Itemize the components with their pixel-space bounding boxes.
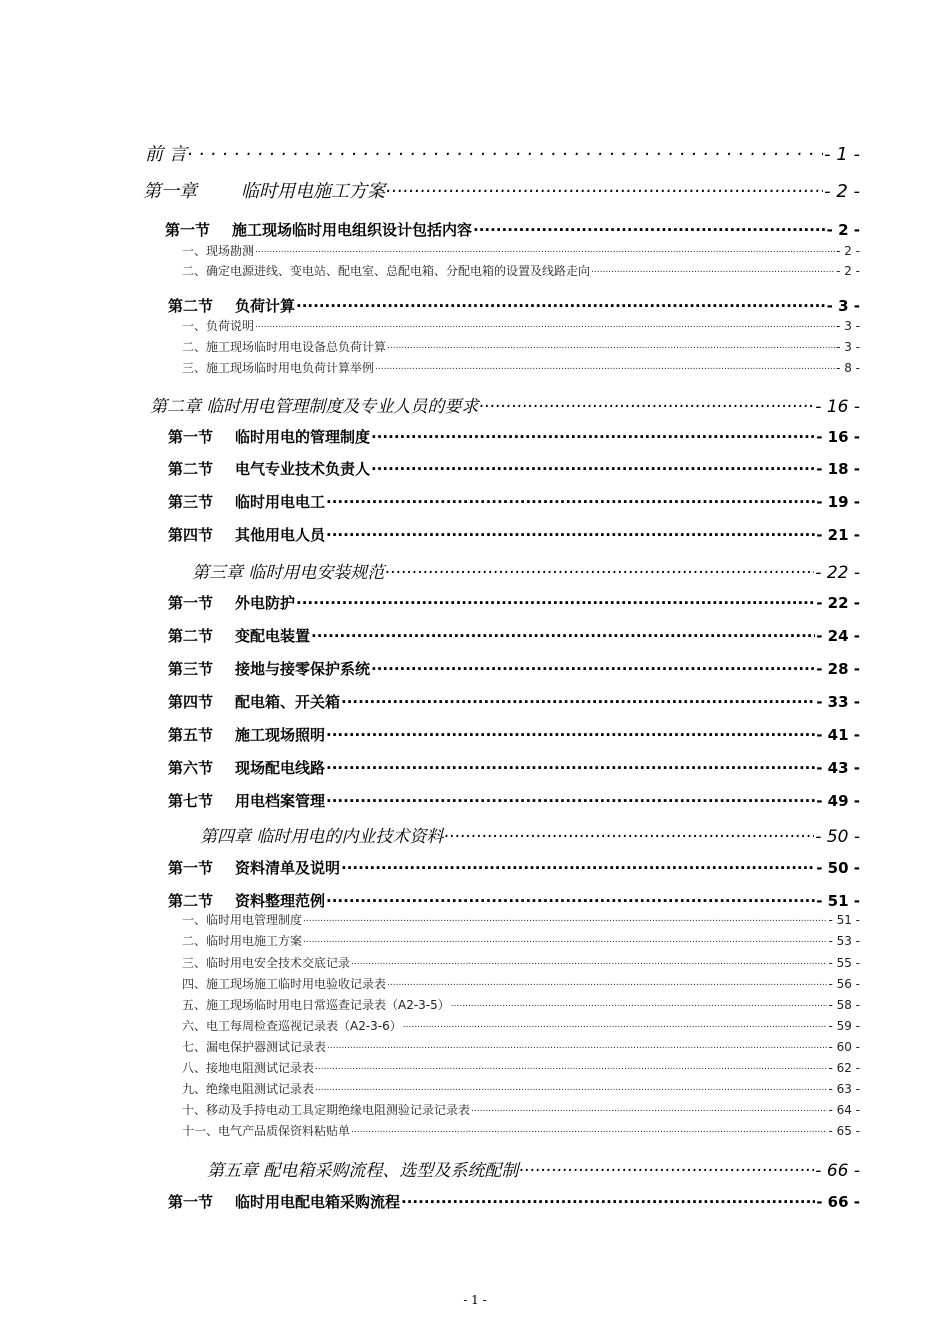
- toc-entry-item[interactable]: [182, 1038, 860, 1055]
- toc-entry-section[interactable]: [168, 457, 860, 479]
- toc-dot-leader: [375, 359, 835, 372]
- toc-entry-item[interactable]: [182, 317, 860, 334]
- toc-entry-chapter[interactable]: [207, 1156, 860, 1181]
- toc-entry-title: 第一节: [168, 593, 214, 612]
- toc-page-number: - 8 -: [836, 361, 860, 376]
- toc-entry-title: 第五章 配电箱采购流程、选型及系统配制: [207, 1161, 519, 1181]
- toc-entry-subtitle: 临时用电电工: [235, 492, 326, 511]
- toc-entry-subtitle: 现场配电线路: [235, 758, 326, 777]
- toc-entry-section[interactable]: [165, 218, 860, 240]
- toc-entry-title: 第五节: [168, 725, 214, 744]
- toc-page-number: - 22 -: [815, 563, 860, 583]
- toc-entry-subtitle: 变配电装置: [235, 626, 311, 645]
- toc-dot-leader: [255, 317, 835, 330]
- toc-entry-section[interactable]: [168, 523, 860, 545]
- toc-page-number: - 2 -: [824, 181, 860, 202]
- toc-dot-leader: [311, 624, 815, 641]
- toc-entry-title: 五、施工现场临时用电日常巡查记录表（A2-3-5）: [182, 998, 450, 1013]
- toc-entry-subtitle: 配电箱、开关箱: [235, 692, 341, 711]
- toc-entry-title: 第二节: [168, 626, 214, 645]
- toc-entry-subtitle: 施工现场临时用电组织设计包括内容: [232, 220, 473, 239]
- toc-entry-item[interactable]: [182, 996, 860, 1013]
- toc-dot-leader: [326, 490, 815, 507]
- toc-entry-title: 六、电工每周检查巡视记录表（A2-3-6）: [182, 1019, 402, 1034]
- toc-dot-leader: [315, 1080, 827, 1093]
- toc-entry-subtitle: 临时用电施工方案: [241, 181, 385, 202]
- toc-dot-leader: [471, 1101, 827, 1114]
- toc-dot-leader: [327, 1038, 827, 1051]
- toc-entry-section[interactable]: [168, 591, 860, 613]
- toc-entry-item[interactable]: [182, 338, 860, 355]
- toc-entry-subtitle: 接地与接零保护系统: [235, 659, 371, 678]
- toc-entry-title: 第四节: [168, 692, 214, 711]
- toc-page-number: - 65 -: [828, 1124, 860, 1139]
- toc-dot-leader: [326, 789, 815, 806]
- toc-entry-chapter1[interactable]: [143, 177, 860, 203]
- toc-page-number: - 60 -: [828, 1040, 860, 1055]
- toc-entry-title: 三、施工现场临时用电负荷计算举例: [182, 361, 375, 376]
- toc-entry-item[interactable]: [182, 1017, 860, 1034]
- toc-entry-item[interactable]: [182, 1059, 860, 1076]
- toc-dot-leader: [519, 1157, 814, 1176]
- toc-dot-leader: [385, 559, 814, 578]
- toc-entry-title: 八、接地电阻测试记录表: [182, 1061, 315, 1076]
- toc-entry-item[interactable]: [182, 262, 860, 279]
- toc-page-number: - 41 -: [816, 725, 860, 744]
- toc-entry-item[interactable]: [182, 1101, 860, 1118]
- toc-entry-section[interactable]: [168, 690, 860, 712]
- toc-dot-leader: [255, 242, 835, 255]
- toc-dot-leader: [296, 294, 826, 311]
- toc-entry-title: 九、绝缘电阻测试记录表: [182, 1082, 315, 1097]
- toc-entry-section[interactable]: [168, 624, 860, 646]
- toc-dot-leader: [326, 523, 815, 540]
- toc-page-number: - 2 -: [826, 220, 860, 239]
- toc-entry-item[interactable]: [182, 359, 860, 376]
- toc-page-number: - 50 -: [815, 827, 860, 847]
- toc-page-number: - 66 -: [815, 1161, 860, 1181]
- toc-entry-item[interactable]: [182, 975, 860, 992]
- toc-page-number: - 33 -: [816, 692, 860, 711]
- toc-dot-leader: [341, 856, 815, 873]
- toc-entry-title: 一、临时用电管理制度: [182, 913, 303, 928]
- toc-page-number: - 21 -: [816, 525, 860, 544]
- toc-entry-section[interactable]: [168, 294, 860, 316]
- toc-page-number: - 64 -: [828, 1103, 860, 1118]
- toc-page-number: - 3 -: [836, 340, 860, 355]
- toc-dot-leader: [451, 996, 828, 1009]
- toc-entry-chapter[interactable]: [150, 392, 860, 417]
- toc-page-number: - 51 -: [828, 913, 860, 928]
- toc-dot-leader: [444, 823, 814, 842]
- toc-entry-chapter[interactable]: [192, 558, 860, 583]
- toc-dot-leader: [371, 457, 815, 474]
- toc-entry-section[interactable]: [168, 723, 860, 745]
- page-footer-number: - 1 -: [463, 1293, 487, 1307]
- toc-entry-chapter[interactable]: [200, 822, 860, 847]
- toc-entry-title: 十、移动及手持电动工具定期绝缘电阻测验记录记录表: [182, 1103, 471, 1118]
- toc-entry-subtitle: 临时用电配电箱采购流程: [235, 1192, 401, 1211]
- toc-entry-subtitle: 施工现场照明: [235, 725, 326, 744]
- toc-dot-leader: [386, 177, 823, 197]
- toc-page-number: - 28 -: [816, 659, 860, 678]
- toc-page-number: - 55 -: [828, 956, 860, 971]
- toc-entry-title: 第一节: [168, 858, 214, 877]
- toc-dot-leader: [326, 756, 815, 773]
- toc-page-number: - 1 -: [824, 144, 860, 165]
- toc-dot-leader: [188, 140, 823, 160]
- toc-entry-title: 第三节: [168, 492, 214, 511]
- toc-page-number: - 62 -: [828, 1061, 860, 1076]
- toc-entry-subtitle: 资料整理范例: [235, 891, 326, 910]
- toc-entry-title: 四、施工现场施工临时用电验收记录表: [182, 977, 387, 992]
- toc-entry-section[interactable]: [168, 789, 860, 811]
- toc-entry-title: 第二节: [168, 891, 214, 910]
- toc-entry-item[interactable]: [182, 242, 860, 259]
- toc-page-number: - 24 -: [816, 626, 860, 645]
- toc-entry-title: 一、现场勘测: [182, 244, 255, 259]
- toc-page-number: - 3 -: [836, 319, 860, 334]
- toc-entry-section[interactable]: [168, 856, 860, 878]
- toc-entry-item[interactable]: [182, 954, 860, 971]
- toc-dot-leader: [303, 911, 827, 924]
- toc-page-number: - 58 -: [828, 998, 860, 1013]
- toc-entry-title: 第三章 临时用电安装规范: [192, 563, 385, 583]
- toc-dot-leader: [351, 1122, 827, 1135]
- toc-page-number: - 43 -: [816, 758, 860, 777]
- toc-dot-leader: [591, 262, 835, 275]
- toc-entry-subtitle: 其他用电人员: [235, 525, 326, 544]
- toc-entry-title: 第二节: [168, 459, 214, 478]
- toc-entry-title: 二、临时用电施工方案: [182, 934, 303, 949]
- toc-dot-leader: [303, 932, 827, 945]
- toc-entry-title: 第二章 临时用电管理制度及专业人员的要求: [150, 397, 479, 417]
- toc-page-number: - 59 -: [828, 1019, 860, 1034]
- toc-entry-subtitle: 用电档案管理: [235, 791, 326, 810]
- toc-page-number: - 16 -: [815, 397, 860, 417]
- toc-page-number: - 56 -: [828, 977, 860, 992]
- toc-entry-subtitle: 电气专业技术负责人: [235, 459, 371, 478]
- toc-entry-section[interactable]: [168, 657, 860, 679]
- toc-dot-leader: [326, 723, 815, 740]
- toc-dot-leader: [371, 657, 815, 674]
- toc-entry-title: 第七节: [168, 791, 214, 810]
- toc-page-number: - 3 -: [826, 296, 860, 315]
- toc-entry-title: 一、负荷说明: [182, 319, 255, 334]
- toc-page-number: - 66 -: [816, 1192, 860, 1211]
- toc-entry-title: 第四节: [168, 525, 214, 544]
- toc-entry-section[interactable]: [168, 889, 860, 911]
- toc-page-number: - 16 -: [816, 427, 860, 446]
- toc-entry-title: 第二节: [168, 296, 214, 315]
- toc-page-number: - 2 -: [836, 244, 860, 259]
- toc-page-number: - 51 -: [816, 891, 860, 910]
- toc-page-number: - 22 -: [816, 593, 860, 612]
- toc-page-number: - 49 -: [816, 791, 860, 810]
- toc-dot-leader: [326, 889, 815, 906]
- toc-dot-leader: [387, 338, 835, 351]
- toc-entry-title: 第一节: [165, 220, 211, 239]
- toc-entry-section[interactable]: [168, 756, 860, 778]
- toc-dot-leader: [403, 1017, 828, 1030]
- toc-entry-title: 三、临时用电安全技术交底记录: [182, 956, 351, 971]
- toc-page-number: - 18 -: [816, 459, 860, 478]
- toc-page-number: - 2 -: [836, 264, 860, 279]
- toc-entry-subtitle: 负荷计算: [235, 296, 296, 315]
- toc-dot-leader: [387, 975, 827, 988]
- toc-entry-title: 第四章 临时用电的内业技术资料: [200, 827, 444, 847]
- toc-entry-title: 第一节: [168, 1192, 214, 1211]
- toc-page-number: - 63 -: [828, 1082, 860, 1097]
- toc-entry-item[interactable]: [182, 1080, 860, 1097]
- toc-entry-item[interactable]: [182, 932, 860, 949]
- toc-entry-subtitle: 资料清单及说明: [235, 858, 341, 877]
- toc-page-number: - 50 -: [816, 858, 860, 877]
- toc-dot-leader: [315, 1059, 827, 1072]
- toc-dot-leader: [341, 690, 815, 707]
- toc-entry-title: 第三节: [168, 659, 214, 678]
- toc-dot-leader: [296, 591, 815, 608]
- toc-entry-subtitle: 临时用电的管理制度: [235, 427, 371, 446]
- toc-dot-leader: [401, 1190, 815, 1207]
- toc-entry-item[interactable]: [182, 911, 860, 928]
- toc-page-number: - 19 -: [816, 492, 860, 511]
- toc-entry-title: 第六节: [168, 758, 214, 777]
- toc-entry-section[interactable]: [168, 425, 860, 447]
- toc-dot-leader: [351, 954, 827, 967]
- toc-page-number: - 53 -: [828, 934, 860, 949]
- toc-dot-leader: [371, 425, 815, 442]
- toc-entry-section[interactable]: [168, 490, 860, 512]
- toc-entry-preface[interactable]: [145, 140, 860, 166]
- toc-entry-title: 第一章: [143, 181, 197, 202]
- toc-entry-title: 前 言: [145, 144, 187, 165]
- toc-entry-title: 第一节: [168, 427, 214, 446]
- toc-dot-leader: [479, 393, 814, 412]
- toc-entry-section[interactable]: [168, 1190, 860, 1212]
- toc-entry-title: 十一、电气产品质保资料粘贴单: [182, 1124, 351, 1139]
- toc-entry-subtitle: 外电防护: [235, 593, 296, 612]
- toc-entry-title: 七、漏电保护器测试记录表: [182, 1040, 327, 1055]
- toc-entry-item[interactable]: [182, 1122, 860, 1139]
- toc-dot-leader: [473, 218, 826, 235]
- toc-entry-title: 二、确定电源进线、变电站、配电室、总配电箱、分配电箱的设置及线路走向: [182, 264, 591, 279]
- toc-entry-title: 二、施工现场临时用电设备总负荷计算: [182, 340, 387, 355]
